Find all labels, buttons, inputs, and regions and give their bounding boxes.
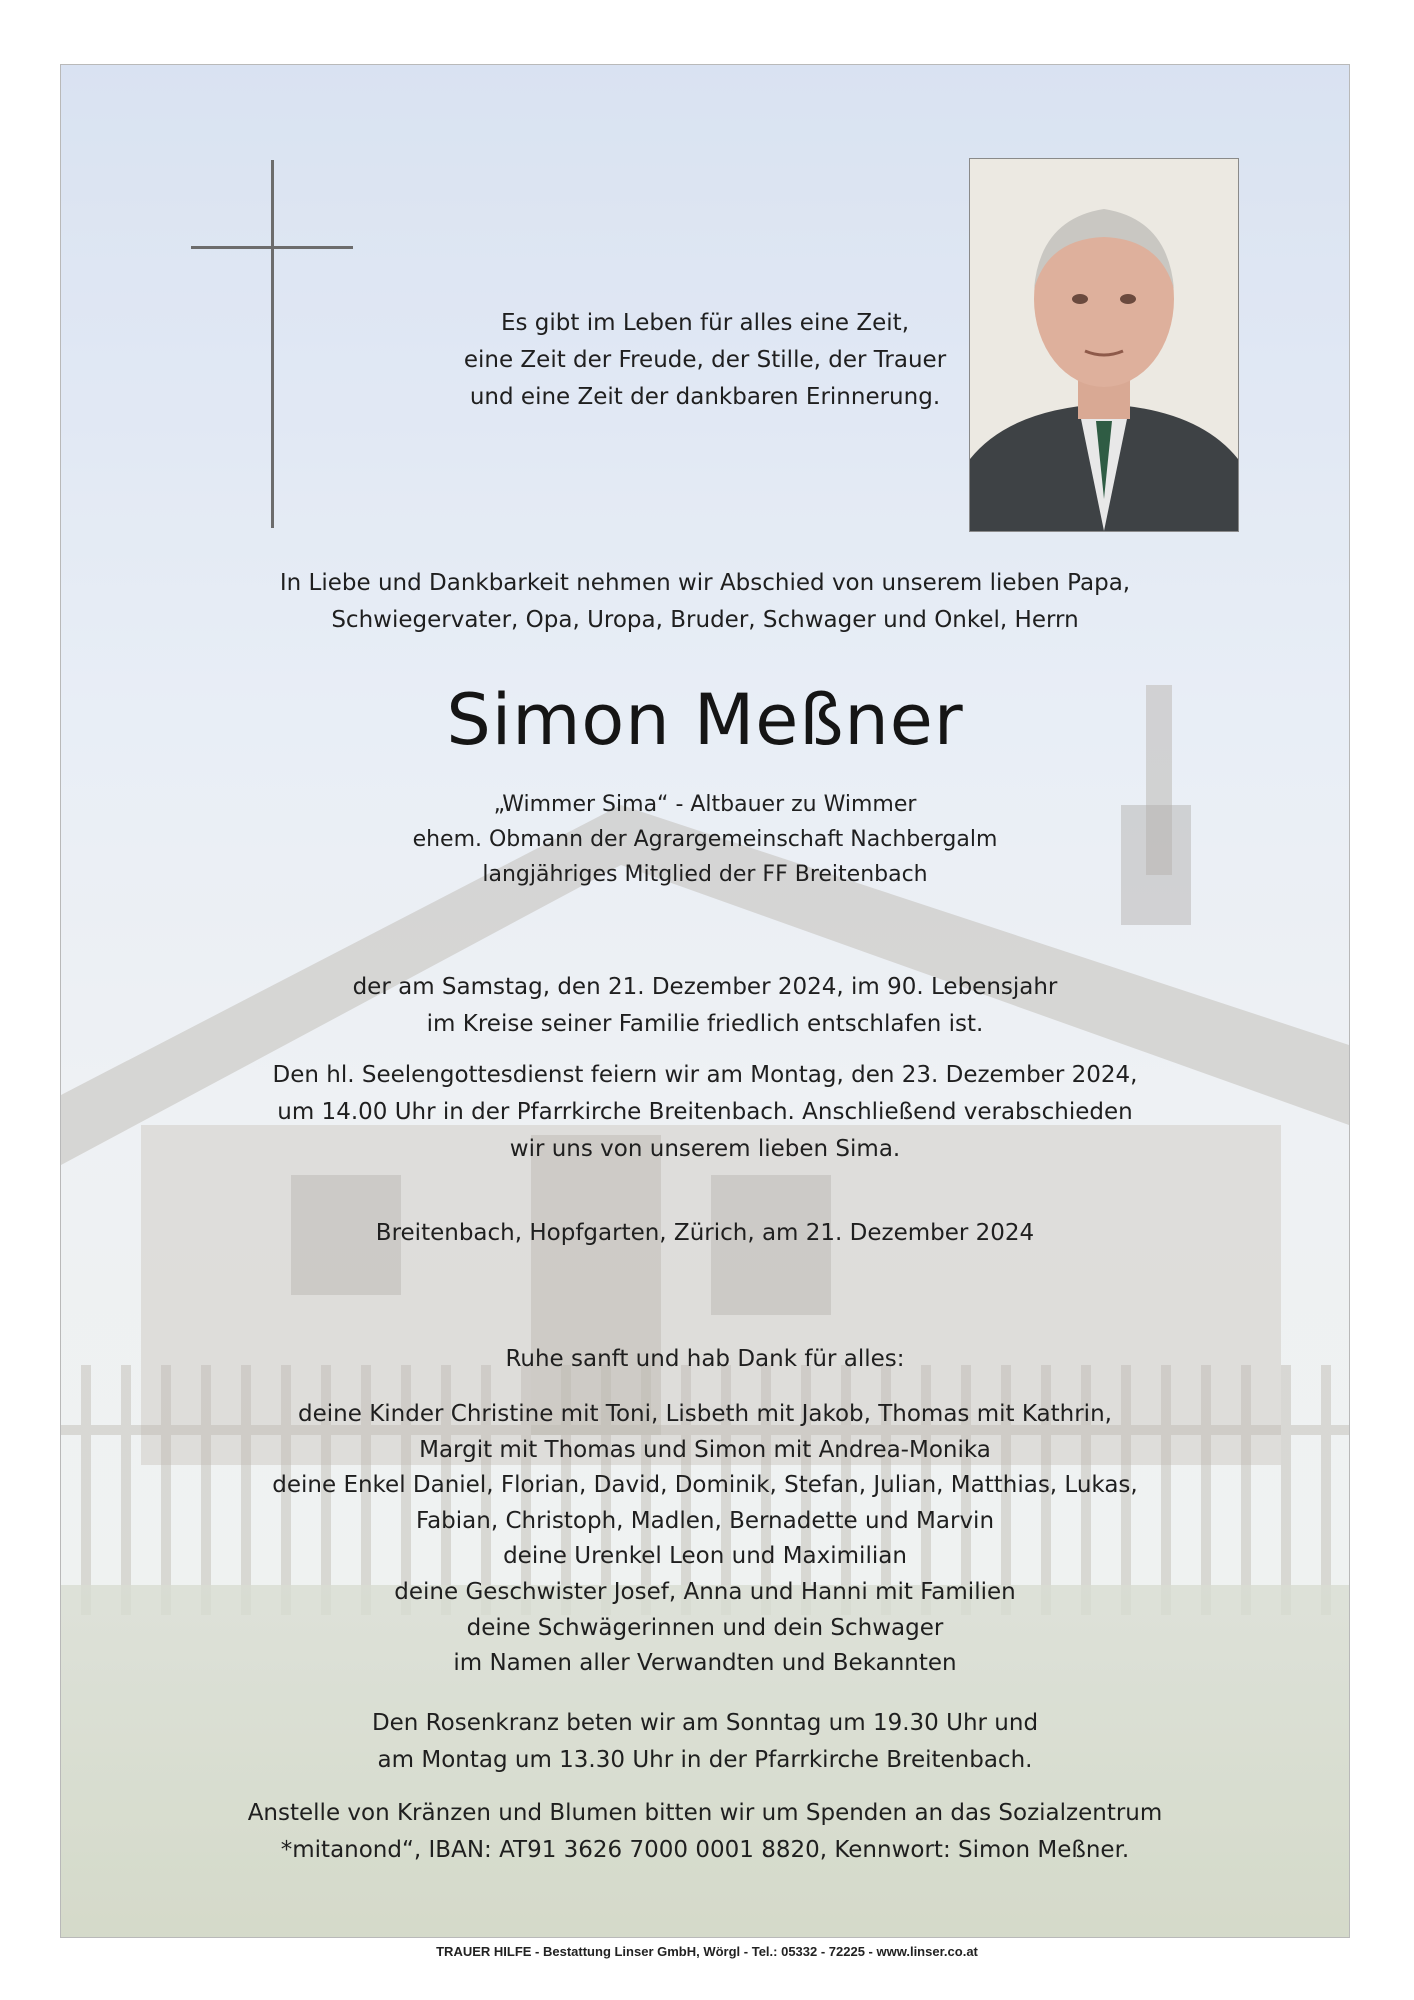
mourner-line: deine Urenkel Leon und Maximilian	[503, 1543, 907, 1570]
mourner-line: deine Kinder Christine mit Toni, Lisbeth mit Jakob, Thomas mit Kathrin,	[298, 1401, 1112, 1427]
mourner-line: Margit mit Thomas und Simon mit Andrea-Monika	[419, 1436, 991, 1463]
intro-text	[61, 565, 1349, 639]
subtitle-line: langjähriges Mitglied der FF Breitenbach	[482, 862, 928, 887]
subtitle-line: „Wimmer Sima“ - Altbauer zu Wimmer	[493, 792, 917, 817]
donation-line: *mitanond“, IBAN: AT91 3626 7000 0001 8820, Kennwort: Simon Meßner.	[280, 1837, 1130, 1863]
death-notice	[61, 969, 1349, 1043]
rosary-line: Den Rosenkranz beten wir am Sonntag um 19.30 Uhr und	[371, 1710, 1039, 1736]
donation-info	[61, 1795, 1349, 1869]
mass-line: wir uns von unserem lieben Sima.	[509, 1136, 901, 1162]
motto-line: eine Zeit der Freude, der Stille, der Trauer	[463, 347, 947, 373]
cross-icon-bar	[191, 246, 353, 249]
motto-line: und eine Zeit der dankbaren Erinnerung.	[469, 384, 941, 410]
intro-line: Schwiegervater, Opa, Uropa, Bruder, Schwager und Onkel, Herrn	[331, 607, 1079, 633]
motto-verse	[61, 305, 1349, 416]
subtitle	[61, 787, 1349, 892]
place-date: Breitenbach, Hopfgarten, Zürich, am 21. Dezember 2024	[375, 1220, 1035, 1246]
intro-line: In Liebe und Dankbarkeit nehmen wir Abschied von unserem lieben Papa,	[279, 570, 1131, 596]
death-line: der am Samstag, den 21. Dezember 2024, im 90. Lebensjahr	[352, 974, 1058, 1000]
subtitle-line: ehem. Obmann der Agrargemeinschaft Nachbergalm	[412, 827, 998, 852]
mourner-line: im Namen aller Verwandten und Bekannten	[453, 1650, 957, 1677]
mourner-line: deine Geschwister Josef, Anna und Hanni mit Familien	[394, 1578, 1016, 1605]
funeral-mass-info	[61, 1057, 1349, 1168]
motto-line: Es gibt im Leben für alles eine Zeit,	[500, 310, 909, 336]
obituary-card	[60, 64, 1350, 1938]
farewell-phrase: Ruhe sanft und hab Dank für alles:	[505, 1346, 905, 1372]
mourners-list	[61, 1397, 1349, 1682]
deceased-name: Simon Meßner	[446, 679, 964, 761]
mourner-line: Fabian, Christoph, Madlen, Bernadette und Marvin	[415, 1507, 995, 1534]
mass-line: um 14.00 Uhr in der Pfarrkirche Breitenbach. Anschließend verabschieden	[277, 1099, 1133, 1125]
mass-line: Den hl. Seelengottesdienst feiern wir am Montag, den 23. Dezember 2024,	[272, 1062, 1138, 1088]
mourner-line: deine Schwägerinnen und dein Schwager	[466, 1614, 944, 1641]
rosary-info	[61, 1705, 1349, 1779]
mourner-line: deine Enkel Daniel, Florian, David, Dominik, Stefan, Julian, Matthias, Lukas,	[272, 1472, 1138, 1499]
death-line: im Kreise seiner Familie friedlich entschlafen ist.	[426, 1011, 984, 1037]
funeral-home-footer: TRAUER HILFE - Bestattung Linser GmbH, Wörgl - Tel.: 05332 - 72225 - www.linser.co.at	[436, 1944, 978, 1959]
donation-line: Anstelle von Kränzen und Blumen bitten wir um Spenden an das Sozialzentrum	[247, 1800, 1163, 1826]
rosary-line: am Montag um 13.30 Uhr in der Pfarrkirche Breitenbach.	[377, 1747, 1033, 1773]
